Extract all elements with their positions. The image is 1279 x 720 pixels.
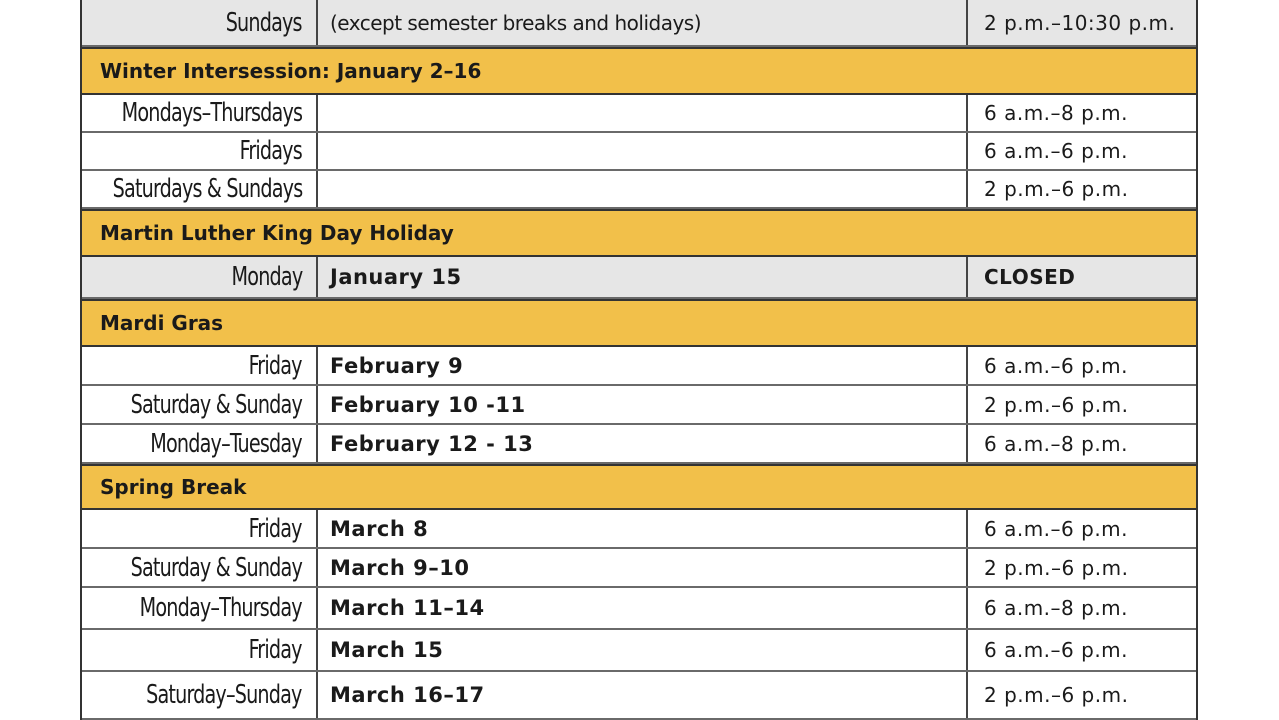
hours-cell: 2 p.m.–6 p.m. [984,392,1129,417]
section-header-winter: Winter Intersession: January 2–16 [82,47,1196,95]
date-cell: March 16–17 [318,672,968,718]
table-row [82,588,1196,630]
table-row [82,171,1196,209]
date-cell: February 10 -11 [318,386,968,423]
day-cell: Saturdays & Sundays [82,171,318,207]
date-cell: March 9–10 [318,549,968,586]
hours-cell: 6 a.m.–8 p.m. [984,431,1129,456]
day-cell: Monday–Thursday [82,588,318,628]
hours-cell: 6 a.m.–6 p.m. [984,516,1129,541]
hours-cell: 6 a.m.–6 p.m. [984,139,1129,163]
hours-cell: 6 a.m.–8 p.m. [984,596,1129,620]
table-row [82,386,1196,425]
day-cell: Monday–Tuesday [82,425,318,462]
table-row [82,510,1196,549]
hours-cell: 2 p.m.–6 p.m. [984,555,1129,580]
date-cell: (except semester breaks and holidays) [318,0,968,45]
day-cell: Mondays–Thursdays [82,95,318,131]
date-cell [318,95,968,131]
table-row [82,347,1196,386]
day-cell: Sundays [82,0,318,45]
hours-cell: 6 a.m.–8 p.m. [984,101,1129,125]
table-row [82,133,1196,171]
hours-cell: 6 a.m.–6 p.m. [984,638,1129,662]
date-cell: February 9 [318,347,968,384]
schedule-table [80,0,1198,720]
day-cell: Monday [82,257,318,297]
section-header-mlk: Martin Luther King Day Holiday [82,209,1196,257]
day-cell: Friday [82,510,318,547]
day-cell: Friday [82,347,318,384]
date-cell: January 15 [318,257,968,297]
table-row [82,425,1196,464]
day-cell: Friday [82,630,318,670]
table-row [82,95,1196,133]
hours-cell: 2 p.m.–10:30 p.m. [984,10,1176,35]
hours-cell: 6 a.m.–6 p.m. [984,353,1129,378]
date-cell [318,133,968,169]
hours-cell: 2 p.m.–6 p.m. [984,683,1129,707]
hours-cell: CLOSED [984,265,1076,289]
date-cell: February 12 - 13 [318,425,968,462]
date-cell [318,171,968,207]
table-row [82,257,1196,299]
table-row [82,0,1196,47]
table-row [82,672,1196,720]
day-cell: Saturday–Sunday [82,672,318,718]
table-row [82,549,1196,588]
day-cell: Saturday & Sunday [82,549,318,586]
section-header-spring-break: Spring Break [82,464,1196,510]
day-cell: Saturday & Sunday [82,386,318,423]
table-row [82,630,1196,672]
date-cell: March 15 [318,630,968,670]
hours-cell: 2 p.m.–6 p.m. [984,177,1129,201]
date-cell: March 11–14 [318,588,968,628]
date-cell: March 8 [318,510,968,547]
day-cell: Fridays [82,133,318,169]
section-header-mardi-gras: Mardi Gras [82,299,1196,347]
